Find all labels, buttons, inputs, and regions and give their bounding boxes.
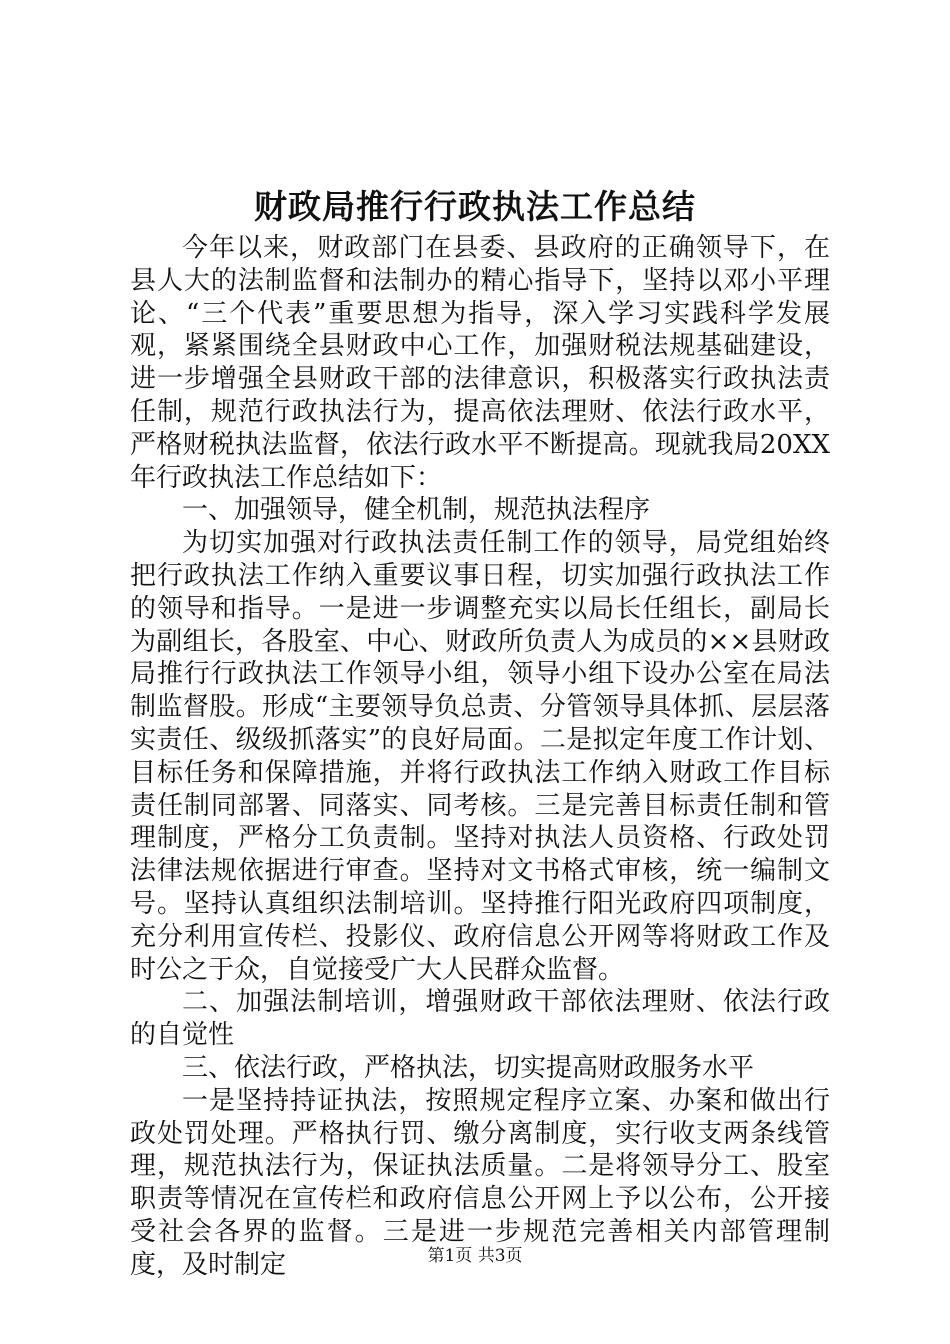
paragraph-section-1: 为切实加强对行政执法责任制工作的领导，局党组始终把行政执法工作纳入重要议事日程，切实加强行政执法工作的领导和指导。一是进一步调整充实以局长任组长，副局长为副组长，各股室、中心、财政所负责人为成员的××县财政局推行行政执法工作领导小组，领导小组下设办公室在局法制监督股。形成“主要领导负总责、分管领导具体抓、层层落实责任、级级抓落实”的良好局面。二是拟定年度工作计划、目标任务和保障措施，并将行政执法工作纳入财政工作目标责任制同部署、同落实、同考核。三是完善目标责任制和管理制度，严格分工负责制。坚持对执法人员资格、行政处罚法律法规依据进行审查。坚持对文书格式审核，统一编制文号。坚持认真组织法制培训。坚持推行阳光政府四项制度，充分利用宣传栏、投影仪、政府信息公开网等将财政工作及时公之于众，自觉接受广大人民群众监督。 xyxy=(130,528,830,985)
section-heading-3: 三、依法行政，严格执法，切实提高财政服务水平 xyxy=(182,1052,755,1083)
page-number-footer: 第1页 共3页 xyxy=(427,1246,523,1266)
paragraph-intro: 今年以来，财政部门在县委、县政府的正确领导下，在县人大的法制监督和法制办的精心指导下，坚持以邓小平理论、“三个代表”重要思想为指导，深入学习实践科学发展观，紧紧围绕全县财政中心工作，加强财税法规基础建设，进一步增强全县财政干部的法律意识，积极落实行政执法责任制，规范行政执法行为，提高依法理财、依法行政水平，严格财税执法监督，依法行政水平不断提高。现就我局20XX年行政执法工作总结如下： xyxy=(130,233,830,493)
document-title: 财政局推行行政执法工作总结 xyxy=(254,187,696,226)
paragraph-section-3: 一是坚持持证执法，按照规定程序立案、办案和做出行政处罚处理。严格执行罚、缴分离制度，实行收支两条线管理，规范执法行为，保证执法质量。二是将领导分工、股室职责等情况在宣传栏和政府信息公开网上予以公布，公开接受社会各界的监督。三是进一步规范完善相关内部管理制度，及时制定 xyxy=(130,1085,830,1280)
section-heading-2: 二、加强法制培训，增强财政干部依法理财、依法行政的自觉性 xyxy=(130,987,830,1051)
document-body xyxy=(130,232,830,1282)
section-heading-1: 一、加强领导，健全机制，规范执法程序 xyxy=(182,495,651,526)
